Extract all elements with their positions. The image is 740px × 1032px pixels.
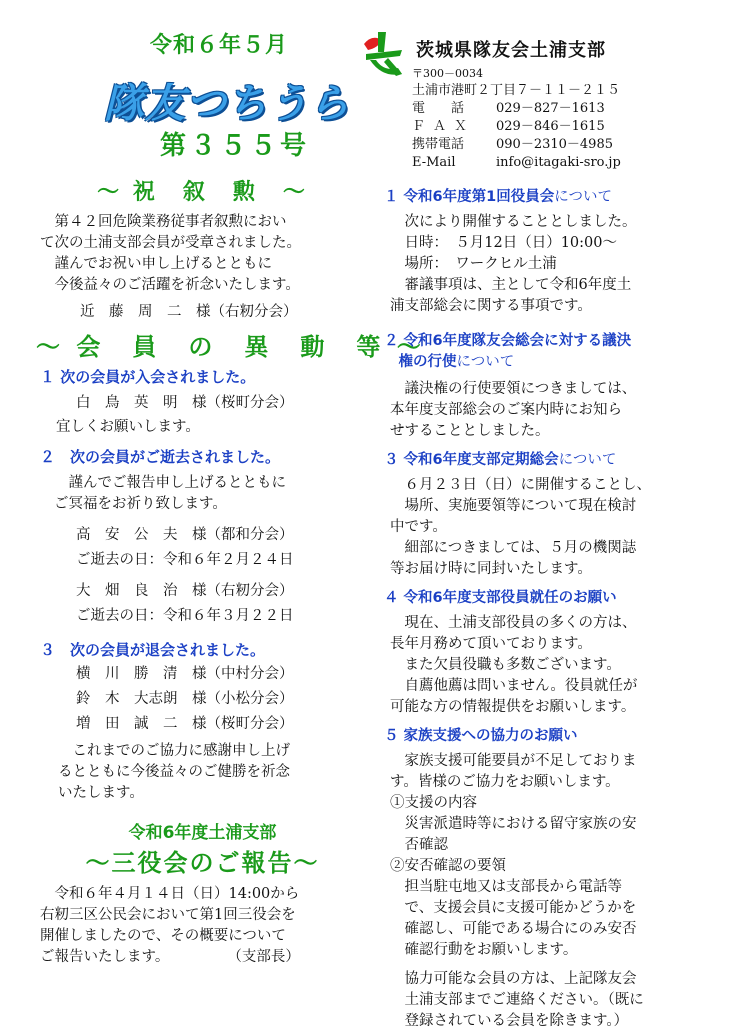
contact-email: E-Mail info@itagaki-sro.jp <box>412 155 621 170</box>
award-heading: ～ 祝 叙 勲 ～ <box>97 179 308 205</box>
left-column <box>36 175 425 968</box>
contact-fax: ＦＡＸ 029－846－1615 <box>412 119 605 134</box>
section-4-heading: ４ 令和6年度支部役員就任のお願い <box>384 590 617 606</box>
organization-logo-icon <box>358 30 410 78</box>
section-3-body: ６月２３日（日）に開催することし、 場所、実施要領等について現在検討 中です。 細部につきましては、５月の機関誌 等お届け時に同封いたします。 <box>390 477 651 577</box>
new-member-note: 宜しくお願いします。 <box>56 419 200 435</box>
withdrawn-member-name: 増 田 誠 二 様（桜町分会） <box>76 716 294 732</box>
section-4-body: 現在、土浦支部役員の多くの方は、 長年月務めて頂いております。 また欠員役職も多数ございます。 自薦他薦は問いません。役員就任が 可能な方の情報提供をお願いします。 <box>390 615 638 715</box>
issue-date: 令和６年５月 <box>150 33 289 58</box>
section-5-heading: ５ 家族支援への協力のお願い <box>384 728 578 744</box>
section-1-body: 次により開催することとしました。 日時： ５月12日（日）10:00～ 場所： ワークヒル土浦 審議事項は、主として令和6年度土 浦支部総会に関する事項です。 <box>390 214 637 314</box>
contact-mobile: 携帯電話 090－2310－4985 <box>412 137 613 152</box>
contact-phone: 電 話 029－827－1613 <box>412 101 605 116</box>
report-text: 令和６年４月１４日（日）14:00から 右籾三区公民会において第1回三役会を 開催しましたので、その概要について ご報告いたします。 （支部長） <box>40 886 300 965</box>
report-heading-title: ～三役会のご報告～ <box>85 849 320 877</box>
new-member-name: 白 鳥 英 明 様（桜町分会） <box>76 395 294 411</box>
deceased-member-name: 大 畑 良 治 様（右籾分会） <box>76 583 294 599</box>
withdrawn-member-name: 横 川 勝 清 様（中村分会） <box>76 666 294 682</box>
deceased-member-date: ご逝去の日：令和６年２月２４日 <box>76 552 294 568</box>
new-members-heading: １ 次の会員が入会されました。 <box>40 368 256 386</box>
postal-code: 〒300－0034 <box>412 67 483 80</box>
contact-block <box>412 66 621 172</box>
section-2-body: 議決権の行使要領につきましては、 本年度支部総会のご案内時にお知ら せすることとしました。 <box>390 381 637 439</box>
award-recipient: 近 藤 周 二 様（右籾分会） <box>80 304 298 320</box>
section-3-heading: ３ 令和6年度支部定期総会について <box>384 452 617 468</box>
report-heading-subtitle: 令和6年度土浦支部 <box>128 823 277 843</box>
award-text: 第４２回危険業務従事者叙勲におい て次の土浦支部会員が受章されました。 謹んでお祝い申し上げるとともに 今後益々のご活躍を祈念いたします。 <box>40 214 301 293</box>
section-1-heading: １ 令和6年度第1回役員会について <box>384 189 612 205</box>
right-column <box>384 175 706 1032</box>
deceased-members-heading: ２ 次の会員がご逝去されました。 <box>40 448 281 466</box>
withdrawal-thanks: これまでのご協力に感謝申し上げ るとともに今後益々のご健勝を祈念 いたします。 <box>58 743 290 801</box>
deceased-member-name: 高 安 公 夫 様（都和分会） <box>76 527 294 543</box>
withdrawn-members-heading: ３ 次の会員が退会されました。 <box>40 641 266 659</box>
condolence-text: 謹んでご報告申し上げるとともに ご冥福をお祈り致します。 <box>54 475 286 512</box>
newsletter-title: 隊友つちうら <box>104 81 350 127</box>
section-5-body: 家族支援可能要員が不足しておりま す。皆様のご協力をお願いします。 ①支援の内容 災害派遣時等における留守家族の安 否確認 ②安否確認の要領 担当駐屯地又は支部長から電話等 で、支援会員に支援可能かどうかを 確認し、可能である場合にのみ安否 確認行動をお願いします。 協力可能な会員の方は、上記隊友会 土浦支部までご連絡ください。（既に 登録されている会員を除きます。） <box>390 753 644 1029</box>
address: 土浦市港町２丁目７－１１－２１５ <box>412 83 621 98</box>
member-changes-heading: ～ 会 員 の 異 動 等 ～ <box>36 333 425 361</box>
issue-number: 第３５５号 <box>160 131 311 161</box>
section-2-heading: ２ 令和6年度隊友会総会に対する議決 権の行使について <box>384 333 632 370</box>
deceased-member-date: ご逝去の日：令和６年３月２２日 <box>76 608 294 624</box>
organization-name: 茨城県隊友会土浦支部 <box>416 40 606 61</box>
withdrawn-member-name: 鈴 木 大志朗 様（小松分会） <box>76 691 294 707</box>
